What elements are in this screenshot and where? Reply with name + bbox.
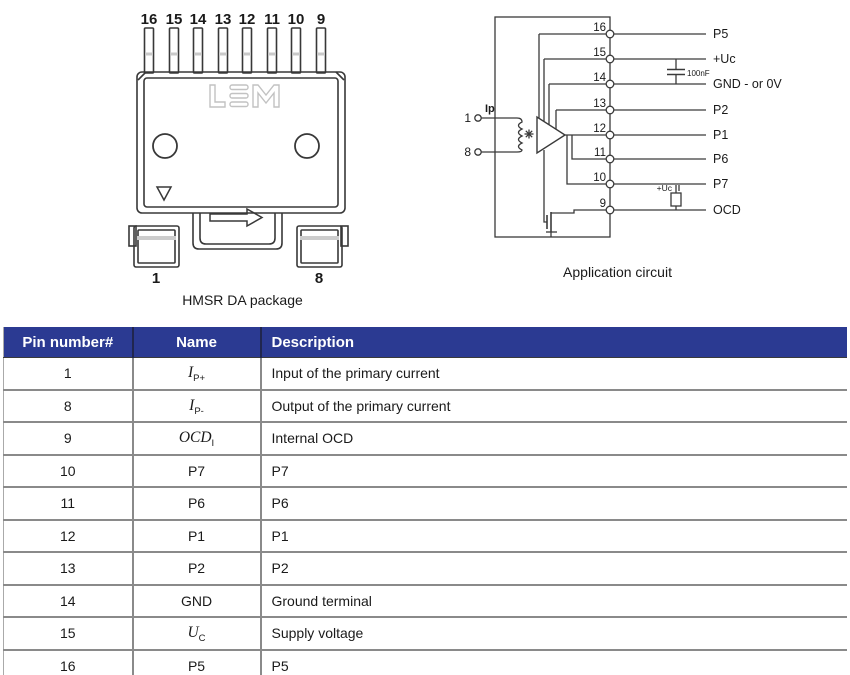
lem-logo [210,85,279,107]
pin-description-cell: Supply voltage [261,617,848,650]
primary-terminal-number: 1 [464,111,471,125]
pin-name-cell: P7 [133,455,261,488]
header-pin-number: Pin number# [4,327,133,358]
pullup-resistor-icon [671,185,681,210]
table-row [4,585,848,618]
circuit-pin-label: OCD [713,203,741,217]
pin-number-cell: 16 [4,650,133,675]
circuit-pin-number: 10 [593,172,606,184]
pin-name-cell: GND [133,585,261,618]
pin-number-cell: 9 [4,422,133,455]
pkg-pin-number: 8 [314,270,324,287]
pkg-pin-number: 13 [214,11,232,28]
circuit-pin-number: 14 [593,72,606,84]
pin-name-cell: $I_{P+}$ [133,358,261,390]
circuit-pin-number: 16 [593,22,606,34]
package-feet [129,226,348,267]
circuit-pin-label: P7 [713,177,729,191]
header-description: Description [261,327,848,358]
pin-number-cell: 13 [4,552,133,585]
pin-number-cell: 10 [4,455,133,488]
pkg-pin-number: 9 [316,11,326,28]
pin-description-cell: Input of the primary current [261,358,848,390]
circuit-pin-number: 12 [593,123,606,135]
pin-name-cell: P2 [133,552,261,585]
pin-name-cell: P1 [133,520,261,553]
mosfet-icon [544,150,610,237]
pin-description-cell: Ground terminal [261,585,848,618]
pkg-pin-number: 1 [151,270,161,287]
circuit-pin-label: P2 [713,103,729,117]
package-hole-left [153,134,177,158]
circuit-pin-number: 11 [594,147,606,159]
primary-terminal-number: 8 [464,145,471,159]
circuit-pin-label: P6 [713,152,729,166]
circuit-pin-label: P1 [713,128,729,142]
pkg-pin-number: 12 [238,11,256,28]
circuit-pin-number: 13 [593,98,606,110]
package-hole-right [295,134,319,158]
table-row [4,455,848,488]
table-row [4,358,848,390]
flux-star-icon [525,130,534,139]
pin-table-body [4,358,848,675]
pin-name-cell: $I_{P-}$ [133,390,261,423]
pkg-pin-number: 11 [264,11,280,28]
table-row [4,650,848,675]
pin-number-cell: 14 [4,585,133,618]
pkg-pin-number: 10 [287,11,305,28]
circuit-pin-label: P5 [713,27,729,41]
pkg-pin-number: 14 [189,11,207,28]
pin-table-header-row [4,327,848,358]
pin-number-cell: 12 [4,520,133,553]
current-direction-arrow-icon [210,209,262,226]
circuit-pin-label: +Uc [713,52,736,66]
circuit-caption: Application circuit [563,264,672,280]
pkg-pin-number: 16 [140,11,158,28]
pin-description-cell: P6 [261,487,848,520]
capacitor-icon [667,59,685,84]
pin-name-cell: $OCD_I$ [133,422,261,455]
pin-description-cell: P2 [261,552,848,585]
table-row [4,422,848,455]
pkg-pin-number: 15 [165,11,183,28]
circuit-pin-number: 9 [599,198,606,210]
pin-description-cell: P5 [261,650,848,675]
pin-table [3,327,847,675]
table-row [4,520,848,553]
primary-current-label: Ip [485,103,495,115]
circuit-pin-number: 15 [593,47,606,59]
header-name: Name [133,327,261,358]
circuit-pin-label: GND - or 0V [713,77,782,91]
pin-description-cell: P1 [261,520,848,553]
amplifier-icon [537,117,565,153]
pin-description-cell: Internal OCD [261,422,848,455]
package-top-pins [145,28,326,73]
table-row [4,552,848,585]
capacitor-value-label: 100nF [687,69,710,78]
table-row [4,617,848,650]
table-row [4,487,848,520]
pin-name-cell: P5 [133,650,261,675]
pin1-marker-icon [157,187,171,200]
package-drawing [118,4,368,288]
pin-description-cell: P7 [261,455,848,488]
application-circuit-diagram [458,8,850,258]
pin-number-cell: 11 [4,487,133,520]
pin-number-cell: 15 [4,617,133,650]
pullup-supply-label: +Uc [656,183,672,193]
pin-name-cell: P6 [133,487,261,520]
pin-number-cell: 8 [4,390,133,423]
package-caption: HMSR DA package [182,292,303,308]
pin-name-cell: $U_C$ [133,617,261,650]
pin-description-cell: Output of the primary current [261,390,848,423]
pin-number-cell: 1 [4,358,133,390]
table-row [4,390,848,423]
